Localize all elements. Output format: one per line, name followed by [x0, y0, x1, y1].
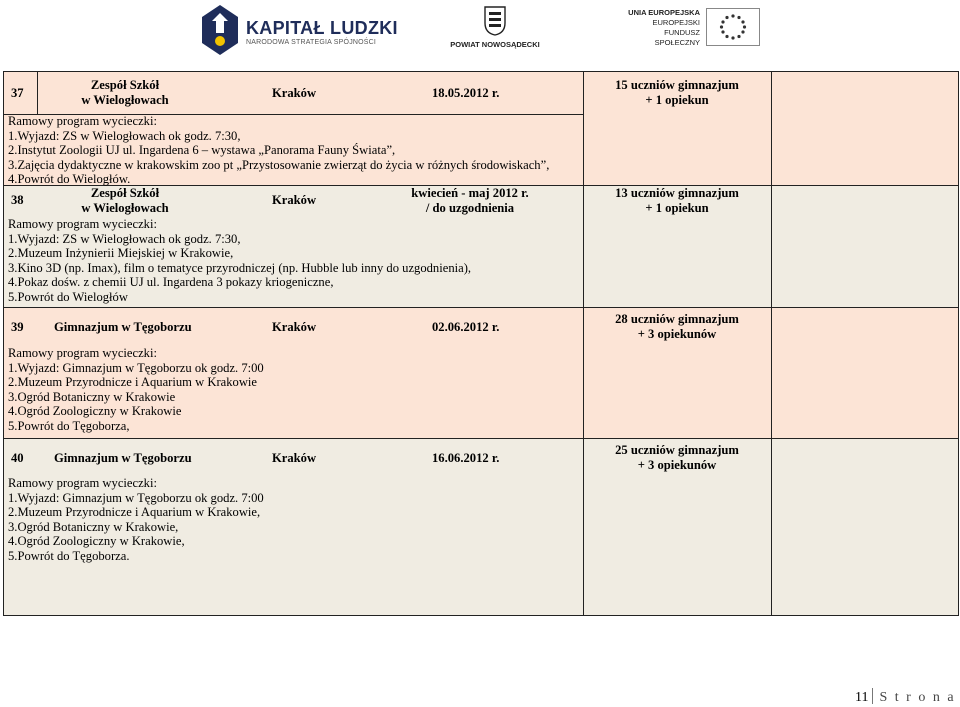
program-line: 5.Powrót do Tęgoborza. [8, 548, 130, 563]
kapital-ludzki-title: KAPITAŁ LUDZKI [246, 18, 398, 38]
program-line: 3.Ogród Botaniczny w Krakowie [8, 389, 176, 404]
powiat-label: POWIAT NOWOSĄDECKI [450, 40, 540, 49]
program-line: 5.Powrót do Wielogłów [8, 289, 128, 304]
powiat-nowosadecki-logo [450, 6, 540, 50]
row-38-city: Kraków [272, 193, 317, 207]
row-39-number: 39 [11, 320, 24, 334]
row-40-participants-line1: 25 uczniów gimnazjum [615, 443, 739, 457]
page-footer [855, 688, 956, 706]
row-40-number: 40 [11, 451, 24, 465]
row-38-program [8, 217, 471, 305]
row-39-program [8, 346, 264, 434]
row-38-school-line2: w Wielogłowach [81, 201, 169, 215]
row-37-number-divider [37, 71, 38, 114]
row-38-number: 38 [11, 193, 24, 207]
program-line: 4.Powrót do Wielogłów. [8, 172, 131, 187]
eu-logo [620, 8, 760, 48]
eu-line-2: EUROPEJSKI [652, 18, 700, 27]
row-37-school-line2: w Wielogłowach [81, 93, 169, 107]
program-line: 4.Ogród Zoologiczny w Krakowie, [8, 534, 185, 549]
table-bottom-border [3, 615, 959, 616]
row-38-date-line1: kwiecień - maj 2012 r. [411, 186, 529, 200]
table-right-border [958, 71, 959, 616]
row-38-participants-line1: 13 uczniów gimnazjum [615, 186, 739, 200]
row-37-school-line1: Zespół Szkół [90, 78, 160, 92]
row-38-participants-line2: + 1 opiekun [645, 201, 709, 215]
program-line: 1.Wyjazd: Gimnazjum w Tęgoborzu ok godz. 7:00 [8, 360, 264, 375]
program-line: Ramowy program wycieczki: [8, 217, 157, 231]
footer-separator [872, 688, 873, 704]
program-line: 4.Ogród Zoologiczny w Krakowie [8, 404, 182, 419]
program-line: 1.Wyjazd: Gimnazjum w Tęgoborzu ok godz. 7:00 [8, 490, 264, 505]
program-line: 2.Muzeum Przyrodnicze i Aquarium w Krakowie, [8, 505, 261, 520]
eu-stars-flag-icon [706, 8, 760, 46]
program-line: 3.Kino 3D (np. Imax), film o tematyce przyrodniczej (np. Hubble lub inny do uzgodnienia), [8, 260, 472, 275]
row-37-participants-line1: 15 uczniów gimnazjum [615, 78, 739, 92]
table-left-border [3, 71, 4, 616]
row-38-date-line2: / do uzgodnienia [425, 201, 515, 215]
column-divider [583, 71, 584, 615]
powiat-crest-icon [484, 6, 506, 36]
row-39-school: Gimnazjum w Tęgoborzu [54, 320, 192, 334]
program-line: 2.Instytut Zoologii UJ ul. Ingardena 6 – wystawa „Panorama Fauny Świata”, [8, 143, 396, 158]
row-40-date: 16.06.2012 r. [432, 451, 500, 465]
eu-line-3: FUNDUSZ SPOŁECZNY [654, 28, 700, 47]
column-divider [771, 71, 772, 615]
program-line: 2.Muzeum Przyrodnicze i Aquarium w Krakowie [8, 375, 258, 390]
row-40-program [8, 476, 264, 564]
program-line: 3.Ogród Botaniczny w Krakowie, [8, 519, 179, 534]
table-top-border [3, 71, 959, 72]
program-line: 1.Wyjazd: ZS w Wielogłowach ok godz. 7:30, [8, 231, 241, 246]
program-line: 3.Zajęcia dydaktyczne w krakowskim zoo pt „Przystosowanie zwierząt do życia w różnych środowiskach”, [8, 157, 550, 172]
row-divider [3, 438, 959, 439]
row-40-school: Gimnazjum w Tęgoborzu [54, 451, 192, 465]
row-39-participants-line2: + 3 opiekunów [637, 327, 717, 341]
row-40-participants-line2: + 3 opiekunów [637, 458, 717, 472]
row-39-city: Kraków [272, 320, 317, 334]
kapital-ludzki-subtitle: NARODOWA STRATEGIA SPÓJNOŚCI [246, 39, 377, 46]
row-39-participants-line1: 28 uczniów gimnazjum [615, 312, 739, 326]
program-line: 5.Powrót do Tęgoborza, [8, 418, 130, 433]
row-37-participants-line2: + 1 opiekun [645, 93, 709, 107]
eu-label [628, 8, 700, 48]
program-line: 1.Wyjazd: ZS w Wielogłowach ok godz. 7:30, [8, 128, 241, 143]
program-line: Ramowy program wycieczki: [8, 346, 157, 360]
row-39-date: 02.06.2012 r. [432, 320, 500, 334]
row-37-program [8, 114, 549, 187]
program-line: 4.Pokaz dośw. z chemii UJ ul. Ingardena 3 pokazy kriogeniczne, [8, 275, 334, 290]
row-40-city: Kraków [272, 451, 317, 465]
row-37-number: 37 [11, 86, 24, 100]
row-37-date: 18.05.2012 r. [432, 86, 500, 100]
row-37-city: Kraków [272, 86, 317, 100]
row-38-school-line1: Zespół Szkół [90, 186, 160, 200]
program-line: Ramowy program wycieczki: [8, 114, 157, 128]
kapital-ludzki-logo [198, 3, 398, 57]
page-number: 11 [855, 690, 869, 705]
program-line: Ramowy program wycieczki: [8, 476, 157, 490]
kapital-ludzki-emblem-icon [198, 3, 242, 57]
row-divider [3, 307, 959, 308]
page-label: S t r o n a [879, 690, 956, 705]
program-line: 2.Muzeum Inżynierii Miejskiej w Krakowie, [8, 246, 234, 261]
eu-line-1: UNIA EUROPEJSKA [628, 8, 700, 17]
